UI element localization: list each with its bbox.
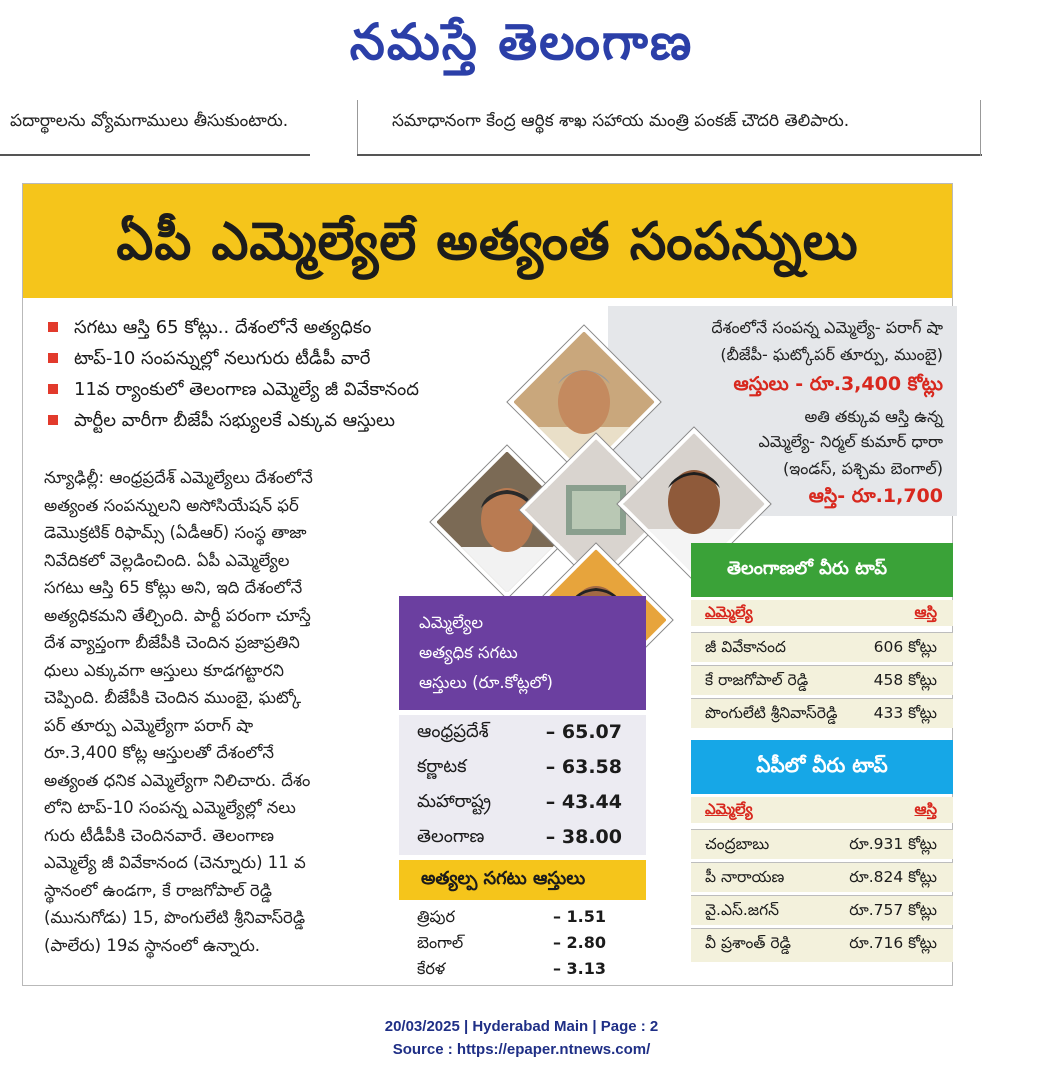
article-headline: ఏపీ ఎమ్మెల్యేలే అత్యంత సంపన్నులు <box>116 212 859 272</box>
bullet-item: 11వ ర్యాంకులో తెలంగాణ ఎమ్మెల్యే జీ వివేకానంద <box>44 374 544 405</box>
body-line: నివేదికలో వెల్లడించింది. ఏపీ ఎమ్మెల్యేల <box>44 550 290 570</box>
masthead <box>0 0 1043 90</box>
table-row: కే రాజగోపాల్‌ రెడ్డి 458 కోట్లు <box>691 665 953 695</box>
table-column-header: ఎమ్మెల్యే ఆస్తి <box>691 797 953 823</box>
footer-date-edition: 20/03/2025 | Hyderabad Main | Page : 2 <box>384 1018 659 1035</box>
info-line: అతి తక్కువ ఆస్తి ఉన్న <box>804 407 943 426</box>
bullet-item: పార్టీల వారీగా బీజేపీ సభ్యులకే ఎక్కువ ఆస్తులు <box>44 405 544 436</box>
table-row: వీ ప్రశాంత్‌ రెడ్డి రూ.716 కోట్లు <box>691 928 953 962</box>
table-row: కర్ణాటక – 63.58 <box>399 750 646 785</box>
bullet-item: సగటు ఆస్తి 65 కోట్లు.. దేశంలోనే అత్యధికం <box>44 312 544 343</box>
snippet-left: పదార్థాలను వ్యోమగాములు తీసుకుంటారు. <box>10 111 289 131</box>
info-assets-high: ఆస్తులు - రూ.3,400 కోట్లు <box>733 373 943 395</box>
table-row: కేరళ – 3.13 <box>399 956 646 982</box>
info-assets-low: ఆస్తి- రూ.1,700 <box>808 485 943 507</box>
avg-assets-title-line: అత్యధిక సగటు <box>419 643 518 662</box>
table-row: త్రిపుర – 1.51 <box>399 904 646 930</box>
newspaper-logo: నమస్తే తెలంగాణ <box>349 13 694 71</box>
body-line: డెమొక్రటిక్‌ రిఫామ్స్‌ (ఏడీఆర్‌) సంస్థ తాజా <box>44 523 307 542</box>
snippet-border-right <box>980 100 981 156</box>
ap-top-header: ఏపీలో వీరు టాప్‌ <box>691 740 953 794</box>
bullet-list <box>44 312 544 436</box>
avg-assets-title-line: ఆస్తులు (రూ.కోట్లలో) <box>419 673 553 692</box>
body-line: (మునుగోడు) 15, పొంగులేటి శ్రీనివాస్‌రెడ్డి <box>44 908 306 927</box>
table-row: మహారాష్ట్ర – 43.44 <box>399 785 646 820</box>
info-line: ఎమ్మెల్యే- నిర్మల్‌ కుమార్‌ ధారా <box>758 432 943 451</box>
info-line: (బీజేపీ- ఘట్కోపర్‌ తూర్పు, ముంబై) <box>720 345 943 364</box>
body-line: అత్యంత సంపన్నులని అసోసియేషన్‌ ఫర్‌ <box>44 495 299 515</box>
snippet-right: సమాధానంగా కేంద్ర ఆర్థిక శాఖ సహాయ మంత్రి పంకజ్ చౌదరి తెలిపారు. <box>392 111 850 131</box>
table-row: పీ నారాయణ రూ.824 కోట్లు <box>691 862 953 892</box>
lowest-assets-header: అత్యల్ప సగటు ఆస్తులు <box>399 860 646 900</box>
body-line: ఎమ్మెల్యే జీ వివేకానంద (చెన్నూరు) 11 వ <box>44 853 306 872</box>
bullet-square-icon <box>48 384 58 394</box>
body-line: అత్యంత ధనిక ఎమ్మెల్యేగా నిలిచారు. దేశం <box>44 770 311 790</box>
body-line: పర్‌ తూర్పు ఎమ్మెల్యేగా పరాగ్‌ షా <box>44 715 254 735</box>
table-row: ఆంధ్రప్రదేశ్‌ – 65.07 <box>399 715 646 750</box>
snippet-divider-left <box>0 154 310 156</box>
snippet-border <box>357 100 358 156</box>
table-row: తెలంగాణ – 38.00 <box>399 820 646 855</box>
body-line: గురు టీడీపీకి చెందినవారే. తెలంగాణ <box>44 825 275 845</box>
bullet-square-icon <box>48 322 58 332</box>
body-line: చెప్పింది. బీజేపీకి చెందిన ముంబై, ఘట్కో <box>44 688 302 707</box>
body-line: అత్యధికమని తేల్చింది. పార్టీ పరంగా చూస్తే <box>44 605 311 625</box>
body-line: రూ.3,400 కోట్ల ఆస్తులతో దేశంలోనే <box>44 743 274 762</box>
bullet-square-icon <box>48 415 58 425</box>
body-line: లోని టాప్‌-10 సంపన్న ఎమ్మెల్యేల్లో నలు <box>44 798 296 817</box>
info-line: (ఇండస్‌, పశ్చిమ బెంగాల్‌) <box>783 459 943 478</box>
table-row: చంద్రబాబు రూ.931 కోట్లు <box>691 829 953 859</box>
bullet-square-icon <box>48 353 58 363</box>
footer-source: Source : https://epaper.ntnews.com/ <box>392 1041 651 1058</box>
body-line: దేశ వ్యాప్తంగా బీజేపీకి చెందిన ప్రజాప్రతిని <box>44 633 300 652</box>
table-row: పొంగులేటి శ్రీనివాస్‌రెడ్డి 433 కోట్లు <box>691 698 953 728</box>
snippet-divider-right <box>357 154 982 156</box>
telangana-top-header: తెలంగాణలో వీరు టాప్‌ <box>691 543 953 597</box>
table-column-header: ఎమ్మెల్యే ఆస్తి <box>691 600 953 626</box>
info-line: దేశంలోనే సంపన్న ఎమ్మెల్యే- పరాగ్‌ షా <box>711 318 943 337</box>
bullet-item: టాప్‌-10 సంపన్నుల్లో నలుగురు టీడీపీ వారే <box>44 343 544 374</box>
table-row: బెంగాల్‌ – 2.80 <box>399 930 646 956</box>
table-row: వై.ఎస్‌.జగన్‌ రూ.757 కోట్లు <box>691 895 953 925</box>
table-row: జీ వివేకానంద 606 కోట్లు <box>691 632 953 662</box>
body-line: ధులు ఎక్కువగా ఆస్తులు కూడగట్టారని <box>44 660 284 680</box>
article-body <box>44 464 376 959</box>
avg-assets-header <box>399 596 646 710</box>
body-line: (పాలేరు) 19వ స్థానంలో ఉన్నారు. <box>44 935 261 955</box>
avg-assets-title-line: ఎమ్మెల్యేల <box>419 613 484 632</box>
body-line: న్యూఢిల్లీ: ఆంధ్రప్రదేశ్‌ ఎమ్మెల్యేలు దేశంలోనే <box>44 468 313 487</box>
body-line: సగటు ఆస్తి 65 కోట్లు అని, ఇది దేశంలోనే <box>44 578 303 597</box>
body-line: స్థానంలో ఉండగా, కే రాజగోపాల్‌ రెడ్డి <box>44 880 272 900</box>
